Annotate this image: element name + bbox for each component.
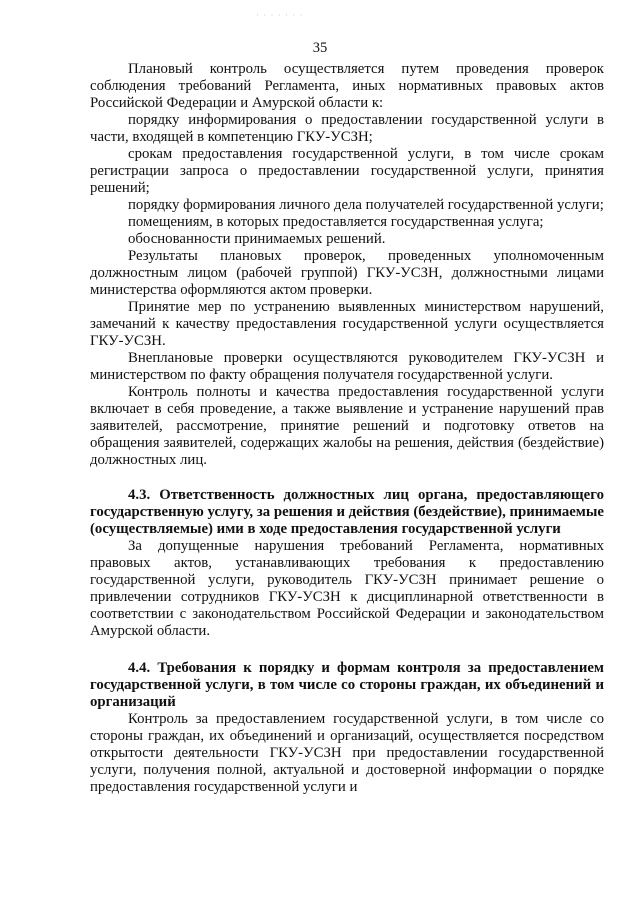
paragraph: Внеплановые проверки осуществляются руководителем ГКУ-УСЗН и министерством по факту обращения получателя государственной услуги. <box>90 350 604 383</box>
section-heading-4-3: 4.3. Ответственность должностных лиц органа, предоставляющего государственную услугу, за решения и действия (бездействие), принимаемые (осуществляемые) ими в ходе предоставления государственной услуги <box>90 487 604 537</box>
section-heading-4-4: 4.4. Требования к порядку и формам контроля за предоставлением государственной услуги, в том числе со стороны граждан, их объединений и организаций <box>90 660 604 710</box>
list-item: порядку информирования о предоставлении государственной услуги в части, входящей в компетенцию ГКУ-УСЗН; <box>90 112 604 145</box>
list-item: порядку формирования личного дела получателей государственной услуги; <box>128 197 604 213</box>
document-body <box>90 61 604 796</box>
list-item: помещениям, в которых предоставляется государственная услуга; <box>128 214 544 230</box>
paragraph: Результаты плановых проверок, проведенных уполномоченным должностным лицом (рабочей группой) ГКУ-УСЗН, должностными лицами министерства оформляются актом проверки. <box>90 248 604 298</box>
paragraph: Плановый контроль осуществляется путем проведения проверок соблюдения требований Регламента, иных нормативных правовых актов Российской Федерации и Амурской области к: <box>90 61 604 111</box>
scan-artifact: · · · · · · · <box>256 10 304 20</box>
page-number: 35 <box>312 40 328 56</box>
section-4-4-text: Контроль за предоставлением государственной услуги, в том числе со стороны граждан, их объединений и организаций, осуществляется посредством открытости деятельности ГКУ-УСЗН при предоставлении государственной услуги, получения полной, актуальной и достоверной информации о порядке предоставления государственной услуги и <box>90 711 604 795</box>
paragraph: Контроль полноты и качества предоставления государственной услуги включает в себя проведение, а также выявление и устранение нарушений прав заявителей, рассмотрение, принятие решений и подготовку ответов на обращения заявителей, содержащих жалобы на решения, действия (бездействие) должностных лиц. <box>90 384 604 468</box>
list-item: обоснованности принимаемых решений. <box>128 231 386 247</box>
section-4-3-text: За допущенные нарушения требований Регламента, нормативных правовых актов, устанавливающих требования к предоставлению государственной услуги, руководитель ГКУ-УСЗН принимает решение о привлечении сотрудников ГКУ-УСЗН к дисциплинарной ответственности в соответствии с законодательством Российской Федерации и законодательством Амурской области. <box>90 538 604 639</box>
paragraph: Принятие мер по устранению выявленных министерством нарушений, замечаний к качеству предоставления государственной услуги осуществляется ГКУ-УСЗН. <box>90 299 604 349</box>
list-item: срокам предоставления государственной услуги, в том числе срокам регистрации запроса о предоставлении государственной услуги, принятия решений; <box>90 146 604 196</box>
